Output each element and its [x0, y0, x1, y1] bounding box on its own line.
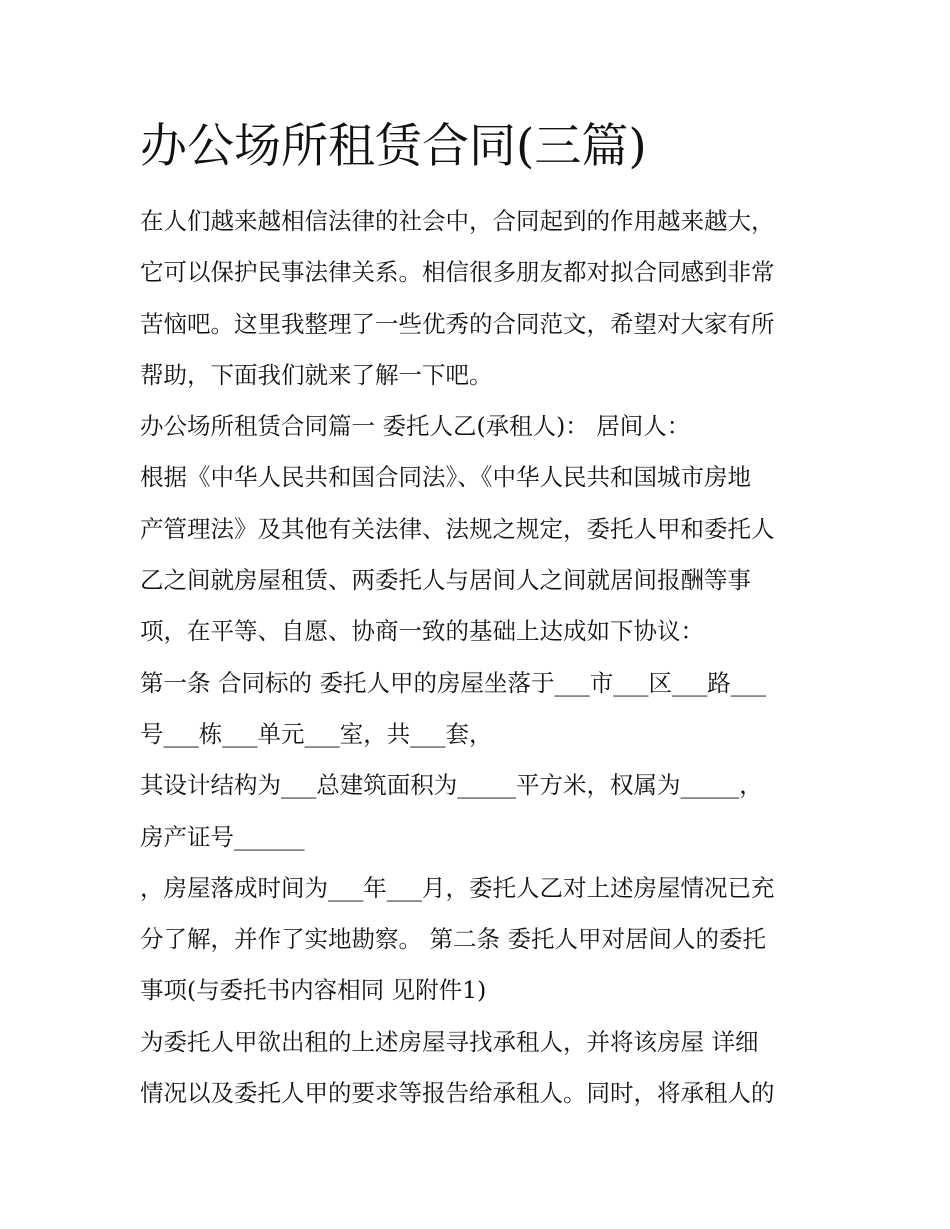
- body-line: 在人们越来越相信法律的社会中，合同起到的作用越来越大，: [140, 207, 775, 235]
- body-line: 情况以及委托人甲的要求等报告给承租人。同时，将承租人的: [140, 1079, 775, 1108]
- body-line: 它可以保护民事法律关系。相信很多朋友都对拟合同感到非常: [140, 258, 775, 287]
- document-body: [140, 196, 830, 1119]
- body-line: 第一条 合同标的 委托人甲的房屋坐落于___市___区___路___: [140, 668, 766, 697]
- body-line: 苦恼吧。这里我整理了一些优秀的合同范文，希望对大家有所: [140, 309, 775, 338]
- body-line: 为委托人甲欲出租的上述房屋寻找承租人，并将该房屋 详细: [140, 1027, 759, 1056]
- body-line: 分了解，并作了实地勘察。 第二条 委托人甲对居间人的委托: [140, 925, 766, 954]
- body-line: 乙之间就房屋租赁、两委托人与居间人之间就居间报酬等事: [140, 566, 751, 595]
- body-line: 号___栋___单元___室，共___套，: [140, 719, 493, 748]
- body-line: 房产证号______: [140, 822, 305, 851]
- body-line: 其设计结构为___总建筑面积为_____平方米，权属为_____，: [140, 771, 763, 800]
- document-title: 办公场所租赁合同(三篇): [140, 119, 647, 174]
- body-line: 办公场所租赁合同篇一 委托人乙(承租人)： 居间人：: [140, 412, 691, 441]
- body-line: 事项(与委托书内容相同 见附件1): [140, 976, 487, 1005]
- body-line: ，房屋落成时间为___年___月，委托人乙对上述房屋情况已充: [140, 873, 775, 902]
- body-line: 项，在平等、自愿、协商一致的基础上达成如下协议：: [140, 617, 704, 646]
- body-line: 帮助，下面我们就来了解一下吧。: [140, 360, 493, 389]
- body-line: 根据《中华人民共和国合同法》、《中华人民共和国城市房地: [140, 463, 751, 492]
- body-line: 产管理法》及其他有关法律、法规之规定，委托人甲和委托人: [140, 514, 775, 543]
